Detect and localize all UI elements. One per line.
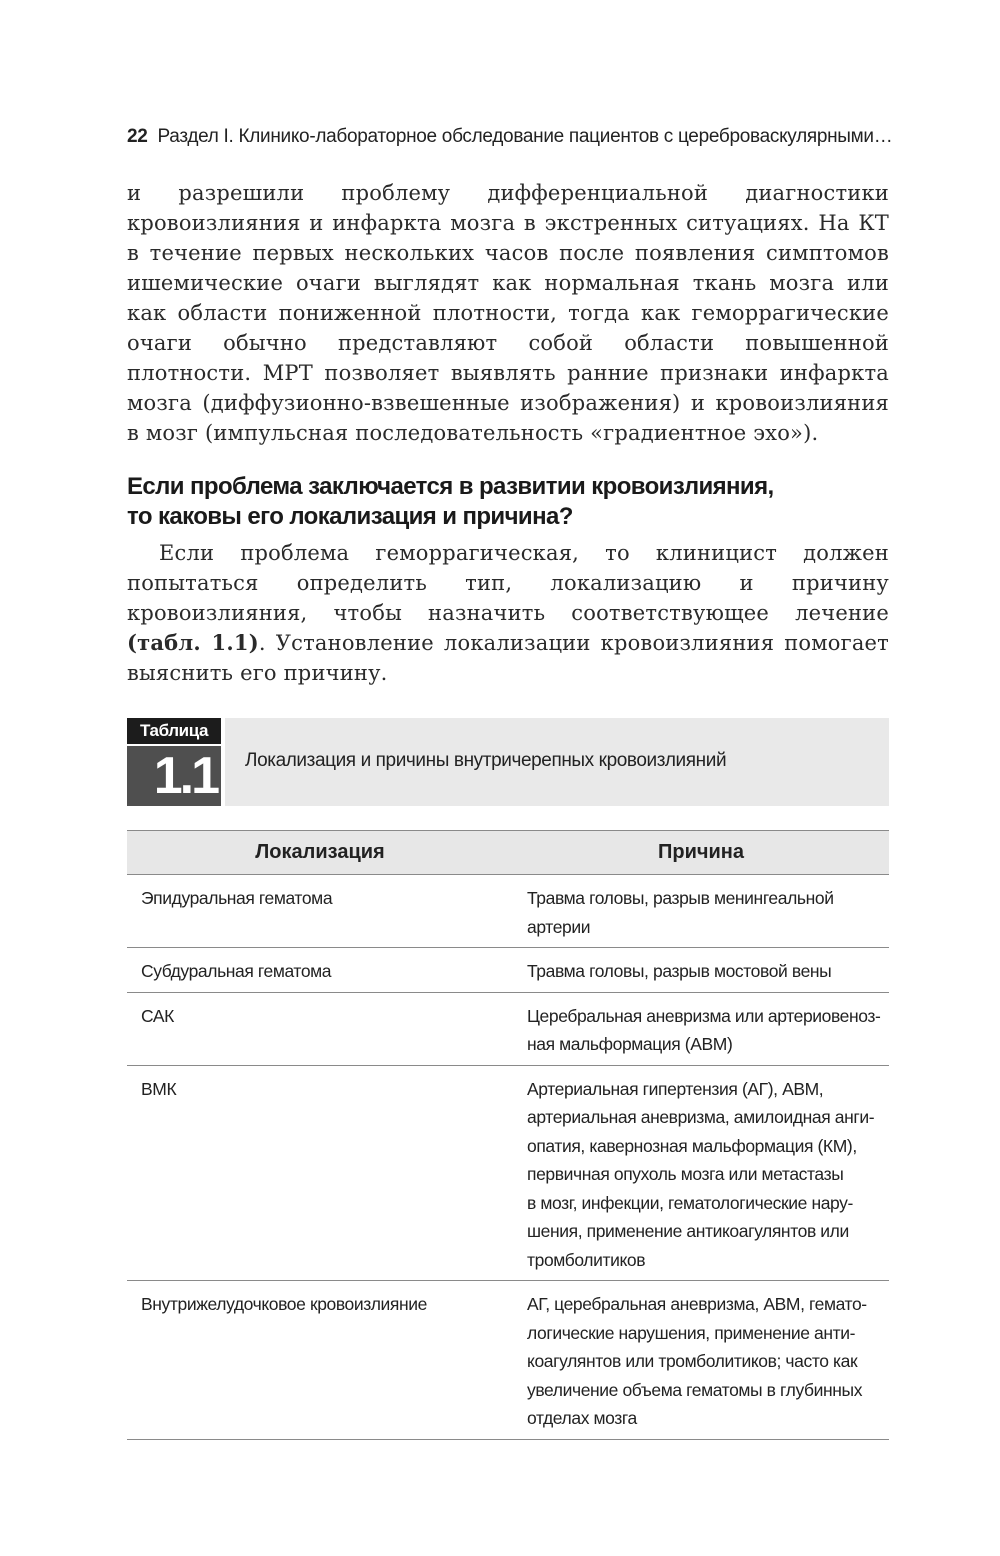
page-number: 22 [127,126,148,147]
table-row [127,1281,889,1440]
table-body [127,875,889,1440]
hemorrhage-table [127,830,889,1440]
location-cell: САК [127,992,513,1065]
location-cell: ВМК [127,1065,513,1281]
table-reference-link: (табл. 1.1) [127,630,259,655]
cause-line: Травма головы, разрыв менингеальной [527,888,834,908]
cause-line: ная мальформация (АВМ) [527,1034,733,1054]
cause-cell [513,875,889,948]
cause-line: артериальная аневризма, амилоидная анги- [527,1107,875,1127]
table-caption-label: Таблица [127,718,221,744]
cause-line: Артериальная гипертензия (АГ), АВМ, [527,1078,824,1099]
cause-line: в мозг, инфекции, гематологические нару- [527,1192,853,1213]
cause-line: Церебральная аневризма или артериовеноз- [527,1005,881,1026]
paragraph-hemorrhage-text-after: . Установление локализации кровоизлияния помогает выяснить его причину. [127,631,889,685]
table-caption-title: Локализация и причины внутричерепных кровоизлияний [245,750,727,771]
cause-line: тромболитиков [527,1249,646,1270]
column-header-location: Локализация [127,831,513,875]
table-row [127,1065,889,1281]
running-head-title: Раздел I. Клинико-лабораторное обследование пациентов с цереброваскулярными… [157,126,893,147]
cause-line: АГ, церебральная аневризма, АВМ, гемато- [527,1294,867,1314]
paragraph-hemorrhage [127,538,889,688]
cause-line: Травма головы, разрыв мостовой вены [527,961,832,981]
location-cell: Субдуральная гематома [127,948,513,993]
cause-cell [513,1065,889,1281]
cause-line: шения, применение антикоагулянтов или [527,1221,849,1241]
cause-line: увеличение объема гематомы в глубинных [527,1379,863,1400]
paragraph-hemorrhage-text-before: Если проблема геморрагическая, то клиницист должен попытаться определить тип, локализацию и причину кровоизлияния, чтобы назначить соответствующее лечение [127,541,889,625]
cause-line: первичная опухоль мозга или метастазы [527,1164,844,1184]
table-header-row [127,831,889,875]
table-row [127,992,889,1065]
section-heading-line-2: то каковы его локализация и причина? [127,503,573,530]
cause-line: опатия, кавернозная мальформация (КМ), [527,1135,857,1156]
table-caption [127,718,889,806]
table-caption-number: 1.1 [127,746,221,806]
running-head [127,120,893,154]
cause-line: логические нарушения, применение анти- [527,1322,856,1343]
cause-line: артерии [527,916,591,937]
section-heading [127,472,889,532]
column-header-cause: Причина [513,831,889,875]
location-cell: Внутрижелудочковое кровоизлияние [127,1281,513,1440]
cause-line: коагулянтов или тромболитиков; часто как [527,1351,858,1371]
cause-cell [513,948,889,993]
table-caption-title-box [225,718,889,806]
table-row [127,948,889,993]
cause-line: отделах мозга [527,1408,637,1428]
cause-cell [513,1281,889,1440]
paragraph-ct-mri: и разрешили проблему дифференциальной диагностики кровоизлияния и инфаркта мозга в экстренных ситуациях. На КТ в течение первых нескольких часов после появления симптомов ишемические очаги выглядят как нормальная ткань мозга или как области пониженной плотности, тогда как геморрагические очаги обычно представляют собой области повышенной плотности. МРТ позволяет выявлять ранние признаки инфаркта мозга (диффузионно-взвешенные изображения) и кровоизлияния в мозг (импульсная последовательность «градиентное эхо»). [127,181,889,445]
section-heading-line-1: Если проблема заключается в развитии кровоизлияния, [127,473,774,500]
cause-cell [513,992,889,1065]
table-row [127,875,889,948]
book-page [127,120,893,1440]
location-cell: Эпидуральная гематома [127,875,513,948]
